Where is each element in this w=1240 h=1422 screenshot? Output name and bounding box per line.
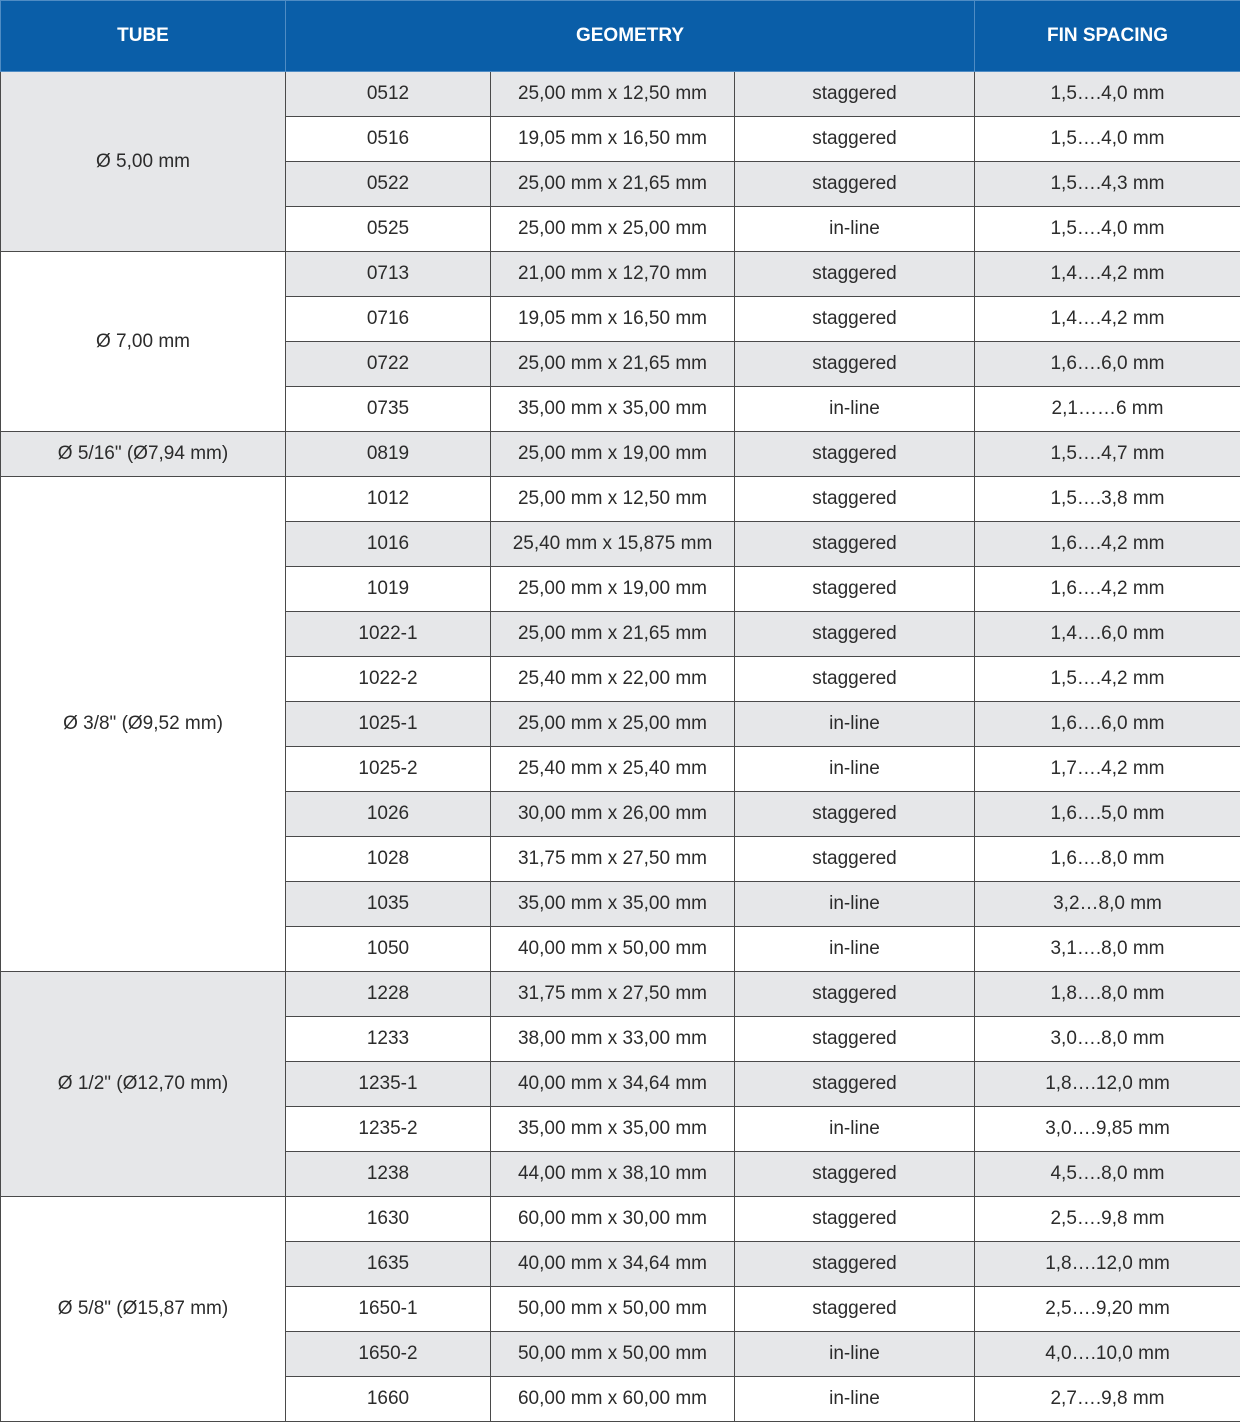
fin-spacing-cell: 3,0….8,0 mm: [975, 1017, 1240, 1062]
fin-spacing-cell: 3,2…8,0 mm: [975, 882, 1240, 927]
header-fin-spacing: FIN SPACING: [975, 1, 1240, 72]
pitch-cell: 19,05 mm x 16,50 mm: [491, 117, 735, 162]
pitch-cell: 25,00 mm x 21,65 mm: [491, 162, 735, 207]
tube-diameter-cell: Ø 5,00 mm: [1, 72, 286, 252]
arrangement-cell: staggered: [735, 342, 975, 387]
geometry-code-cell: 1019: [286, 567, 491, 612]
geometry-code-cell: 1022-2: [286, 657, 491, 702]
fin-spacing-cell: 3,0….9,85 mm: [975, 1107, 1240, 1152]
arrangement-cell: in-line: [735, 1107, 975, 1152]
geometry-code-cell: 1650-2: [286, 1332, 491, 1377]
arrangement-cell: staggered: [735, 972, 975, 1017]
fin-spacing-cell: 1,5….4,0 mm: [975, 207, 1240, 252]
tube-diameter-cell: Ø 1/2" (Ø12,70 mm): [1, 972, 286, 1197]
pitch-cell: 25,00 mm x 12,50 mm: [491, 477, 735, 522]
pitch-cell: 25,00 mm x 19,00 mm: [491, 567, 735, 612]
fin-spacing-cell: 1,5….4,0 mm: [975, 72, 1240, 117]
arrangement-cell: staggered: [735, 1017, 975, 1062]
arrangement-cell: in-line: [735, 207, 975, 252]
arrangement-cell: in-line: [735, 747, 975, 792]
arrangement-cell: staggered: [735, 567, 975, 612]
geometry-code-cell: 1035: [286, 882, 491, 927]
pitch-cell: 25,00 mm x 25,00 mm: [491, 207, 735, 252]
pitch-cell: 40,00 mm x 50,00 mm: [491, 927, 735, 972]
fin-spacing-cell: 1,8….12,0 mm: [975, 1242, 1240, 1287]
fin-spacing-cell: 2,5….9,8 mm: [975, 1197, 1240, 1242]
fin-spacing-cell: 1,5….3,8 mm: [975, 477, 1240, 522]
pitch-cell: 31,75 mm x 27,50 mm: [491, 972, 735, 1017]
geometry-code-cell: 1635: [286, 1242, 491, 1287]
geometry-code-cell: 0713: [286, 252, 491, 297]
arrangement-cell: in-line: [735, 1377, 975, 1422]
arrangement-cell: staggered: [735, 162, 975, 207]
arrangement-cell: staggered: [735, 1197, 975, 1242]
pitch-cell: 40,00 mm x 34,64 mm: [491, 1062, 735, 1107]
geometry-code-cell: 0522: [286, 162, 491, 207]
fin-spacing-cell: 1,6….4,2 mm: [975, 522, 1240, 567]
geometry-code-cell: 1012: [286, 477, 491, 522]
pitch-cell: 25,40 mm x 25,40 mm: [491, 747, 735, 792]
geometry-code-cell: 1630: [286, 1197, 491, 1242]
arrangement-cell: staggered: [735, 657, 975, 702]
fin-spacing-cell: 4,5….8,0 mm: [975, 1152, 1240, 1197]
geometry-code-cell: 1026: [286, 792, 491, 837]
fin-spacing-cell: 1,4….4,2 mm: [975, 252, 1240, 297]
fin-spacing-cell: 2,5….9,20 mm: [975, 1287, 1240, 1332]
geometry-code-cell: 0525: [286, 207, 491, 252]
pitch-cell: 50,00 mm x 50,00 mm: [491, 1332, 735, 1377]
fin-spacing-cell: 1,7….4,2 mm: [975, 747, 1240, 792]
geometry-code-cell: 1238: [286, 1152, 491, 1197]
fin-spacing-cell: 2,1……6 mm: [975, 387, 1240, 432]
arrangement-cell: staggered: [735, 612, 975, 657]
arrangement-cell: staggered: [735, 792, 975, 837]
arrangement-cell: staggered: [735, 522, 975, 567]
geometry-code-cell: 1028: [286, 837, 491, 882]
table-row: [1, 477, 1240, 522]
geometry-code-cell: 1016: [286, 522, 491, 567]
fin-spacing-cell: 1,8….12,0 mm: [975, 1062, 1240, 1107]
fin-spacing-cell: 1,5….4,7 mm: [975, 432, 1240, 477]
pitch-cell: 25,00 mm x 12,50 mm: [491, 72, 735, 117]
pitch-cell: 44,00 mm x 38,10 mm: [491, 1152, 735, 1197]
table-row: [1, 1197, 1240, 1242]
pitch-cell: 60,00 mm x 60,00 mm: [491, 1377, 735, 1422]
geometry-code-cell: 0512: [286, 72, 491, 117]
arrangement-cell: in-line: [735, 927, 975, 972]
header-geometry: GEOMETRY: [286, 1, 975, 72]
geometry-code-cell: 1228: [286, 972, 491, 1017]
geometry-code-cell: 0716: [286, 297, 491, 342]
table-row: [1, 72, 1240, 117]
geometry-code-cell: 1235-2: [286, 1107, 491, 1152]
pitch-cell: 25,00 mm x 19,00 mm: [491, 432, 735, 477]
fin-spacing-cell: 1,6….6,0 mm: [975, 342, 1240, 387]
arrangement-cell: staggered: [735, 297, 975, 342]
pitch-cell: 25,00 mm x 21,65 mm: [491, 342, 735, 387]
geometry-code-cell: 1025-1: [286, 702, 491, 747]
tube-diameter-cell: Ø 5/16" (Ø7,94 mm): [1, 432, 286, 477]
pitch-cell: 31,75 mm x 27,50 mm: [491, 837, 735, 882]
fin-spacing-cell: 1,6….4,2 mm: [975, 567, 1240, 612]
geometry-code-cell: 1025-2: [286, 747, 491, 792]
pitch-cell: 25,00 mm x 21,65 mm: [491, 612, 735, 657]
pitch-cell: 40,00 mm x 34,64 mm: [491, 1242, 735, 1287]
fin-spacing-cell: 3,1….8,0 mm: [975, 927, 1240, 972]
arrangement-cell: staggered: [735, 1242, 975, 1287]
geometry-code-cell: 1050: [286, 927, 491, 972]
tube-diameter-cell: Ø 5/8" (Ø15,87 mm): [1, 1197, 286, 1422]
fin-spacing-cell: 1,5….4,0 mm: [975, 117, 1240, 162]
geometry-code-cell: 1233: [286, 1017, 491, 1062]
fin-spacing-cell: 1,8….8,0 mm: [975, 972, 1240, 1017]
header-tube: TUBE: [1, 1, 286, 72]
arrangement-cell: staggered: [735, 477, 975, 522]
arrangement-cell: staggered: [735, 72, 975, 117]
fin-spacing-cell: 4,0….10,0 mm: [975, 1332, 1240, 1377]
pitch-cell: 35,00 mm x 35,00 mm: [491, 387, 735, 432]
pitch-cell: 60,00 mm x 30,00 mm: [491, 1197, 735, 1242]
pitch-cell: 19,05 mm x 16,50 mm: [491, 297, 735, 342]
pitch-cell: 25,40 mm x 15,875 mm: [491, 522, 735, 567]
pitch-cell: 38,00 mm x 33,00 mm: [491, 1017, 735, 1062]
table-body: [1, 72, 1240, 1422]
arrangement-cell: in-line: [735, 702, 975, 747]
arrangement-cell: staggered: [735, 1287, 975, 1332]
table-row: [1, 252, 1240, 297]
arrangement-cell: staggered: [735, 252, 975, 297]
fin-spacing-cell: 1,5….4,3 mm: [975, 162, 1240, 207]
fin-spacing-cell: 1,4….6,0 mm: [975, 612, 1240, 657]
arrangement-cell: in-line: [735, 1332, 975, 1377]
geometry-code-cell: 1022-1: [286, 612, 491, 657]
geometry-code-cell: 1235-1: [286, 1062, 491, 1107]
fin-spacing-cell: 1,5….4,2 mm: [975, 657, 1240, 702]
arrangement-cell: staggered: [735, 117, 975, 162]
fin-spacing-cell: 1,6….6,0 mm: [975, 702, 1240, 747]
arrangement-cell: staggered: [735, 837, 975, 882]
geometry-code-cell: 0516: [286, 117, 491, 162]
pitch-cell: 30,00 mm x 26,00 mm: [491, 792, 735, 837]
arrangement-cell: staggered: [735, 1152, 975, 1197]
table-header-row: [1, 1, 1240, 72]
pitch-cell: 35,00 mm x 35,00 mm: [491, 882, 735, 927]
arrangement-cell: staggered: [735, 432, 975, 477]
arrangement-cell: in-line: [735, 387, 975, 432]
pitch-cell: 21,00 mm x 12,70 mm: [491, 252, 735, 297]
geometry-code-cell: 1660: [286, 1377, 491, 1422]
tube-diameter-cell: Ø 7,00 mm: [1, 252, 286, 432]
pitch-cell: 50,00 mm x 50,00 mm: [491, 1287, 735, 1332]
geometry-code-cell: 0735: [286, 387, 491, 432]
fin-spacing-cell: 1,6….8,0 mm: [975, 837, 1240, 882]
fin-spacing-cell: 1,6….5,0 mm: [975, 792, 1240, 837]
pitch-cell: 25,00 mm x 25,00 mm: [491, 702, 735, 747]
arrangement-cell: in-line: [735, 882, 975, 927]
arrangement-cell: staggered: [735, 1062, 975, 1107]
geometry-code-cell: 0819: [286, 432, 491, 477]
tube-diameter-cell: Ø 3/8" (Ø9,52 mm): [1, 477, 286, 972]
table-row: [1, 432, 1240, 477]
fin-spacing-cell: 2,7….9,8 mm: [975, 1377, 1240, 1422]
geometry-code-cell: 0722: [286, 342, 491, 387]
pitch-cell: 25,40 mm x 22,00 mm: [491, 657, 735, 702]
fin-spacing-cell: 1,4….4,2 mm: [975, 297, 1240, 342]
geometry-code-cell: 1650-1: [286, 1287, 491, 1332]
pitch-cell: 35,00 mm x 35,00 mm: [491, 1107, 735, 1152]
table-row: [1, 972, 1240, 1017]
